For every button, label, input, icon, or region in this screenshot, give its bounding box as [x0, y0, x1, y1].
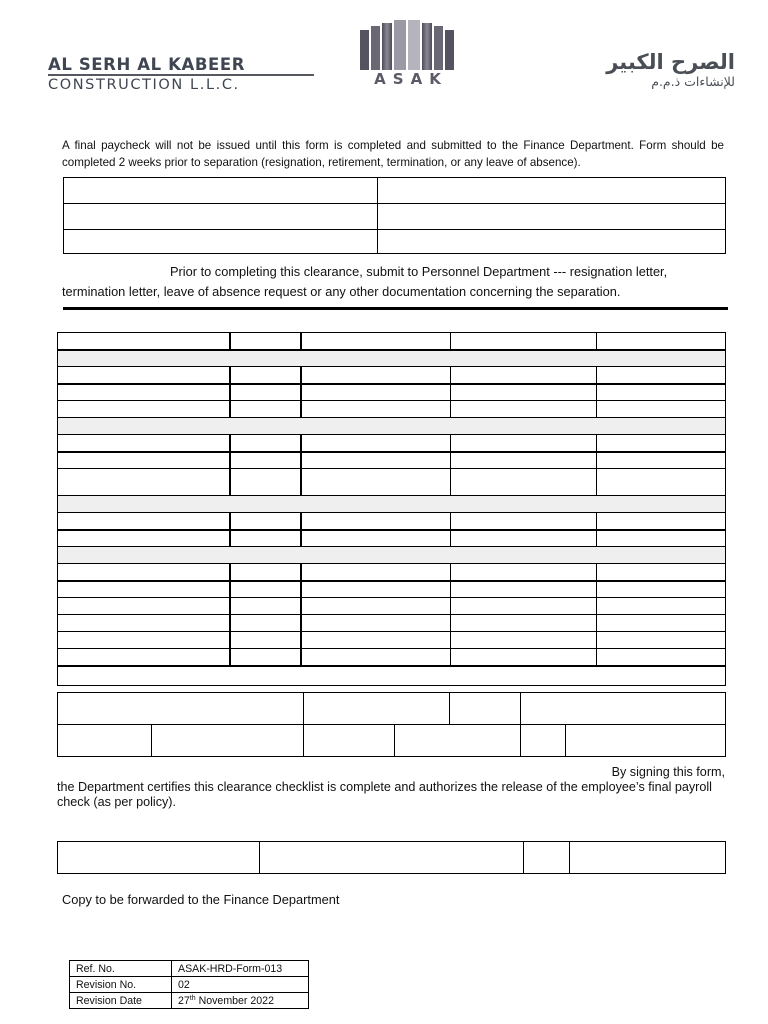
- table-row: [58, 581, 726, 598]
- checklist-cell[interactable]: [451, 469, 597, 496]
- signoff-cell[interactable]: [152, 725, 304, 757]
- checklist-cell[interactable]: [597, 615, 726, 632]
- employee-info-table: [63, 177, 726, 254]
- checklist-cell[interactable]: [301, 469, 451, 496]
- checklist-cell[interactable]: [301, 435, 451, 452]
- checklist-cell[interactable]: [58, 384, 230, 401]
- building-icon: [356, 20, 460, 70]
- table-row: [58, 598, 726, 615]
- signoff-cell[interactable]: [521, 725, 566, 757]
- document-reference-table: [69, 960, 309, 1009]
- checklist-cell[interactable]: [230, 401, 301, 418]
- checklist-cell[interactable]: [451, 384, 597, 401]
- company-name-arabic: [505, 50, 735, 90]
- checklist-footer-row: [58, 666, 726, 686]
- intro-paragraph: A final paycheck will not be issued until this form is completed and submitted to the Finance Department. Form should be completed 2 weeks prior to separation (resignation, retirement, termination, or any leave of absence).: [62, 139, 724, 169]
- signoff-cell[interactable]: [58, 725, 152, 757]
- table-row: [64, 178, 726, 204]
- checklist-cell[interactable]: [230, 469, 301, 496]
- signoff-cell[interactable]: [450, 693, 521, 725]
- checklist-cell[interactable]: [58, 367, 230, 384]
- checklist-cell[interactable]: [230, 367, 301, 384]
- checklist-cell[interactable]: [451, 452, 597, 469]
- checklist-cell[interactable]: [58, 581, 230, 598]
- company-name-arabic-line2: للإنشاءات ذ.م.م: [651, 74, 735, 89]
- table-row: [58, 693, 726, 725]
- table-row: [64, 204, 726, 230]
- company-name-arabic-line1: الصرح الكبير: [606, 50, 735, 74]
- checklist-cell[interactable]: [301, 367, 451, 384]
- info-cell[interactable]: [64, 178, 378, 204]
- checklist-cell[interactable]: [597, 435, 726, 452]
- table-row: [58, 615, 726, 632]
- signature-cell[interactable]: [260, 842, 524, 874]
- checklist-cell[interactable]: [451, 530, 597, 547]
- checklist-cell[interactable]: [451, 401, 597, 418]
- copy-note: Copy to be forwarded to the Finance Department: [62, 892, 340, 907]
- checklist-cell[interactable]: [301, 564, 451, 581]
- checklist-cell[interactable]: [301, 333, 451, 350]
- checklist-cell[interactable]: [58, 513, 230, 530]
- clearance-checklist-table: [57, 332, 726, 686]
- table-row: [58, 649, 726, 666]
- info-cell[interactable]: [378, 178, 726, 204]
- checklist-cell[interactable]: [301, 530, 451, 547]
- certification-text: [57, 765, 725, 810]
- checklist-cell[interactable]: [230, 649, 301, 666]
- checklist-cell[interactable]: [451, 581, 597, 598]
- section-cell: [58, 547, 726, 564]
- checklist-section-row: [58, 496, 726, 513]
- checklist-cell[interactable]: [301, 513, 451, 530]
- checklist-cell[interactable]: [58, 598, 230, 615]
- checklist-cell[interactable]: [230, 598, 301, 615]
- certification-line2: the Department certifies this clearance checklist is complete and authorizes the release of the employee’s final payroll check (as per policy).: [57, 780, 712, 809]
- table-row: [70, 977, 309, 993]
- signoff-cell[interactable]: [58, 693, 304, 725]
- checklist-cell[interactable]: [451, 564, 597, 581]
- checklist-cell[interactable]: [597, 367, 726, 384]
- checklist-cell[interactable]: [597, 513, 726, 530]
- table-row: [58, 725, 726, 757]
- checklist-cell[interactable]: [230, 615, 301, 632]
- checklist-cell[interactable]: [301, 452, 451, 469]
- table-row: [70, 993, 309, 1009]
- checklist-cell[interactable]: [451, 615, 597, 632]
- table-row: [58, 401, 726, 418]
- department-signature-table: [57, 841, 726, 874]
- certification-line1: By signing this form,: [611, 765, 725, 779]
- table-row: [58, 384, 726, 401]
- table-row: [58, 367, 726, 384]
- checklist-cell[interactable]: [301, 649, 451, 666]
- signoff-cell[interactable]: [566, 725, 726, 757]
- revision-date-rest: November 2022: [195, 994, 274, 1007]
- checklist-cell[interactable]: [451, 367, 597, 384]
- checklist-cell[interactable]: [58, 564, 230, 581]
- info-cell[interactable]: [378, 204, 726, 230]
- signature-cell[interactable]: [524, 842, 570, 874]
- checklist-cell[interactable]: [597, 333, 726, 350]
- checklist-cell[interactable]: [301, 615, 451, 632]
- checklist-cell[interactable]: [58, 452, 230, 469]
- revision-date-day: 27: [178, 994, 190, 1007]
- checklist-cell[interactable]: [451, 333, 597, 350]
- checklist-cell[interactable]: [230, 333, 301, 350]
- checklist-section-row: [58, 418, 726, 435]
- table-row: [58, 513, 726, 530]
- checklist-cell[interactable]: [230, 581, 301, 598]
- info-cell[interactable]: [64, 204, 378, 230]
- signature-cell[interactable]: [58, 842, 260, 874]
- checklist-cell[interactable]: [230, 564, 301, 581]
- table-row: [58, 564, 726, 581]
- revision-date-label: Revision Date: [70, 993, 172, 1009]
- section-cell: [58, 496, 726, 513]
- signoff-cell[interactable]: [304, 693, 450, 725]
- checklist-cell[interactable]: [230, 632, 301, 649]
- checklist-section-row: [58, 350, 726, 367]
- checklist-cell[interactable]: [301, 581, 451, 598]
- ref-no-value: ASAK-HRD-Form-013: [172, 961, 309, 977]
- table-row: [58, 469, 726, 496]
- checklist-cell[interactable]: [230, 513, 301, 530]
- checklist-cell[interactable]: [301, 632, 451, 649]
- section-divider: [63, 307, 728, 310]
- signoff-cell[interactable]: [521, 693, 726, 725]
- company-name-line2: CONSTRUCTION L.L.C.: [48, 76, 240, 93]
- signoff-cell[interactable]: [395, 725, 521, 757]
- checklist-cell[interactable]: [58, 469, 230, 496]
- employee-signoff-table: [57, 692, 726, 757]
- company-name-line1: AL SERH AL KABEER: [48, 55, 246, 74]
- checklist-cell[interactable]: [597, 632, 726, 649]
- checklist-cell[interactable]: [58, 435, 230, 452]
- section-cell: [58, 350, 726, 367]
- table-row: [58, 842, 726, 874]
- checklist-cell[interactable]: [230, 435, 301, 452]
- checklist-cell[interactable]: [597, 384, 726, 401]
- table-row: [64, 230, 726, 254]
- checklist-cell[interactable]: [597, 598, 726, 615]
- table-row: [58, 333, 726, 350]
- checklist-cell[interactable]: [58, 615, 230, 632]
- checklist-cell[interactable]: [230, 530, 301, 547]
- signature-cell[interactable]: [570, 842, 726, 874]
- ref-no-label: Ref. No.: [70, 961, 172, 977]
- revision-date-value: [172, 993, 309, 1009]
- revision-no-label: Revision No.: [70, 977, 172, 993]
- checklist-cell[interactable]: [597, 581, 726, 598]
- checklist-cell[interactable]: [301, 401, 451, 418]
- signoff-cell[interactable]: [304, 725, 395, 757]
- info-cell[interactable]: [64, 230, 378, 254]
- prior-clearance-text: Prior to completing this clearance, submit to Personnel Department --- resignation letter, termination letter, leave of absence request or any other documentation concerning the separation.: [62, 264, 668, 299]
- checklist-cell[interactable]: [451, 649, 597, 666]
- checklist-cell[interactable]: [58, 333, 230, 350]
- checklist-cell[interactable]: [230, 452, 301, 469]
- checklist-cell[interactable]: [451, 598, 597, 615]
- checklist-cell[interactable]: [597, 530, 726, 547]
- checklist-cell[interactable]: [597, 649, 726, 666]
- checklist-cell[interactable]: [451, 632, 597, 649]
- checklist-cell[interactable]: [597, 401, 726, 418]
- table-row: [58, 435, 726, 452]
- checklist-cell[interactable]: [58, 649, 230, 666]
- checklist-cell[interactable]: [597, 564, 726, 581]
- checklist-cell[interactable]: [451, 513, 597, 530]
- checklist-cell[interactable]: [58, 632, 230, 649]
- checklist-cell[interactable]: [597, 452, 726, 469]
- checklist-cell[interactable]: [451, 435, 597, 452]
- table-row: [58, 530, 726, 547]
- info-cell[interactable]: [378, 230, 726, 254]
- logo-text: ASAK: [374, 70, 448, 88]
- table-row: [58, 452, 726, 469]
- checklist-cell[interactable]: [58, 401, 230, 418]
- checklist-cell[interactable]: [58, 530, 230, 547]
- checklist-cell[interactable]: [597, 469, 726, 496]
- checklist-cell[interactable]: [301, 384, 451, 401]
- company-name-english: [48, 56, 318, 94]
- revision-no-value: 02: [172, 977, 309, 993]
- building-columns-logo: [356, 20, 460, 90]
- checklist-cell[interactable]: [301, 598, 451, 615]
- footer-cell[interactable]: [58, 666, 726, 686]
- table-row: [70, 961, 309, 977]
- prior-clearance-paragraph: [62, 262, 728, 302]
- revision-date-suffix: th: [189, 994, 196, 1002]
- checklist-section-row: [58, 547, 726, 564]
- table-row: [58, 632, 726, 649]
- checklist-cell[interactable]: [230, 384, 301, 401]
- section-cell: [58, 418, 726, 435]
